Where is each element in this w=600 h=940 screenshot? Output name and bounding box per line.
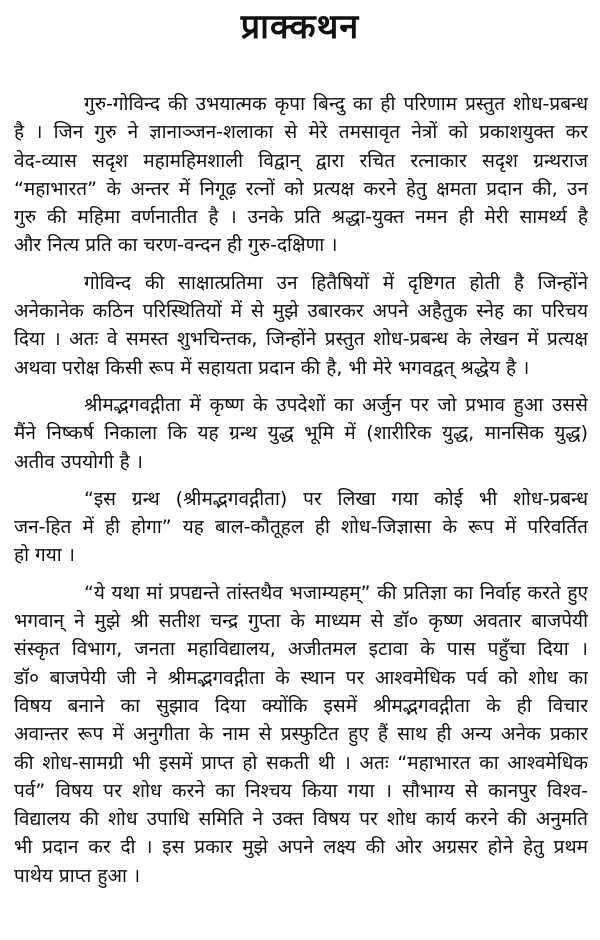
paragraph <box>14 391 588 476</box>
text-line: और नित्य प्रति का चरण-वन्दन ही गुरु-दक्षिणा । <box>14 234 338 257</box>
text-line: अथवा परोक्ष किसी रूप में सहायता प्रदान की है, भी मेरे भगवद्वत् श्रद्धेय है । <box>14 356 530 379</box>
text-line: विषय बनाने का सुझाव दिया क्योंकि इसमें श्रीमद्भगवद्गीता के ही विचार <box>14 694 588 717</box>
text-line: गुरु-गोविन्द की उभयात्मक कृपा बिन्दु का ही परिणाम प्रस्तुत शोध-प्रबन्ध <box>84 93 588 115</box>
page-title: प्राक्कथन <box>240 7 360 47</box>
text-line: डॉ० बाजपेयी जी ने श्रीमद्भगवद्गीता के स्थान पर आश्वमेधिक पर्व को शोध का <box>14 666 588 689</box>
text-line: जन-हित में ही होगा” यह बाल-कौतूहल ही शोध-जिज्ञासा के रूप में परिवर्तित <box>14 516 588 539</box>
text-line: संस्कृत विभाग, जनता महाविद्यालय, अजीतमल इटावा के पास पहुँचा दिया । <box>14 638 588 661</box>
text-line: अतीव उपयोगी है । <box>14 450 144 473</box>
text-line: “महाभारत” के अन्तर में निगूढ़ रत्नों को प्रत्यक्ष करने हेतु क्षमता प्रदान की, उन <box>14 177 588 200</box>
text-line: मैंने निष्कर्ष निकाला कि यह ग्रन्थ युद्ध भूमि में (शारीरिक युद्ध, मानसिक युद्ध) <box>14 422 588 445</box>
text-line: गुरु की महिमा वर्णनातीत है । उनके प्रति श्रद्धा-युक्त नमन ही मेरी सामर्थ्य है <box>14 206 588 229</box>
text-line: पर्व” विषय पर शोध करने का निश्चय किया गया । सौभाग्य से कानपुर विश्व- <box>14 779 588 802</box>
text-line: वेद-व्यास सदृश महामहिमशाली विद्वान् द्वारा रचित रत्नाकार सदृश ग्रन्थराज <box>14 149 588 172</box>
text-line: की शोध-सामग्री भी इसमें प्राप्त हो सकती थी । अतः “महाभारत का आश्वमेधिक <box>14 751 588 774</box>
paragraph <box>14 485 588 570</box>
paragraph <box>14 579 588 890</box>
text-line: “ये यथा मां प्रपद्यन्ते तांस्तथैव भजाम्यहम्” की प्रतिज्ञा का निर्वाह करते हुए <box>84 581 588 604</box>
text-line: श्रीमद्भगवद्गीता में कृष्ण के उपदेशों का अर्जुन पर जो प्रभाव हुआ उससे <box>84 393 588 416</box>
text-line: हो गया । <box>14 544 75 567</box>
text-line: दिया । अतः वे समस्त शुभचिन्तक, जिन्होंने प्रस्तुत शोध-प्रबन्ध के लेखन में प्रत्यक्ष <box>14 328 588 351</box>
paragraph <box>14 90 588 260</box>
text-line: भी प्रदान कर दी । इस प्रकार मुझे अपने लक्ष्य की ओर अग्रसर होने हेतु प्रथम <box>14 836 588 859</box>
text-line: अनेकानेक कठिन परिस्थितियों में से मुझे उबारकर अपने अहैतुक स्नेह का परिचय <box>14 300 588 323</box>
text-line: भगवान् ने मुझे श्री सतीश चन्द्र गुप्ता के माध्यम से डॉ० कृष्ण अवतार बाजपेयी <box>14 610 588 633</box>
text-line: अवान्तर रूप में अनुगीता के नाम से प्रस्फुटित हुए हैं साथ ही अन्य अनेक प्रकार <box>14 723 588 746</box>
text-line: “इस ग्रन्थ (श्रीमद्भगवद्गीता) पर लिखा गया कोई भी शोध-प्रबन्ध <box>84 487 588 510</box>
text-line: गोविन्द की साक्षात्प्रतिमा उन हितैषियों में दृष्टिगत होती है जिन्होंने <box>84 271 588 294</box>
text-line: पाथेय प्राप्त हुआ । <box>14 864 141 887</box>
text-line: विद्यालय की शोध उपाधि समिति ने उक्त विषय पर शोध कार्य करने की अनुमति <box>14 808 588 831</box>
paragraph <box>14 269 588 382</box>
text-line: है । जिन गुरु ने ज्ञानाञ्जन-शलाका से मेरे तमसावृत नेत्रों को प्रकाशयुक्त कर <box>14 121 588 144</box>
document-body <box>14 90 588 899</box>
